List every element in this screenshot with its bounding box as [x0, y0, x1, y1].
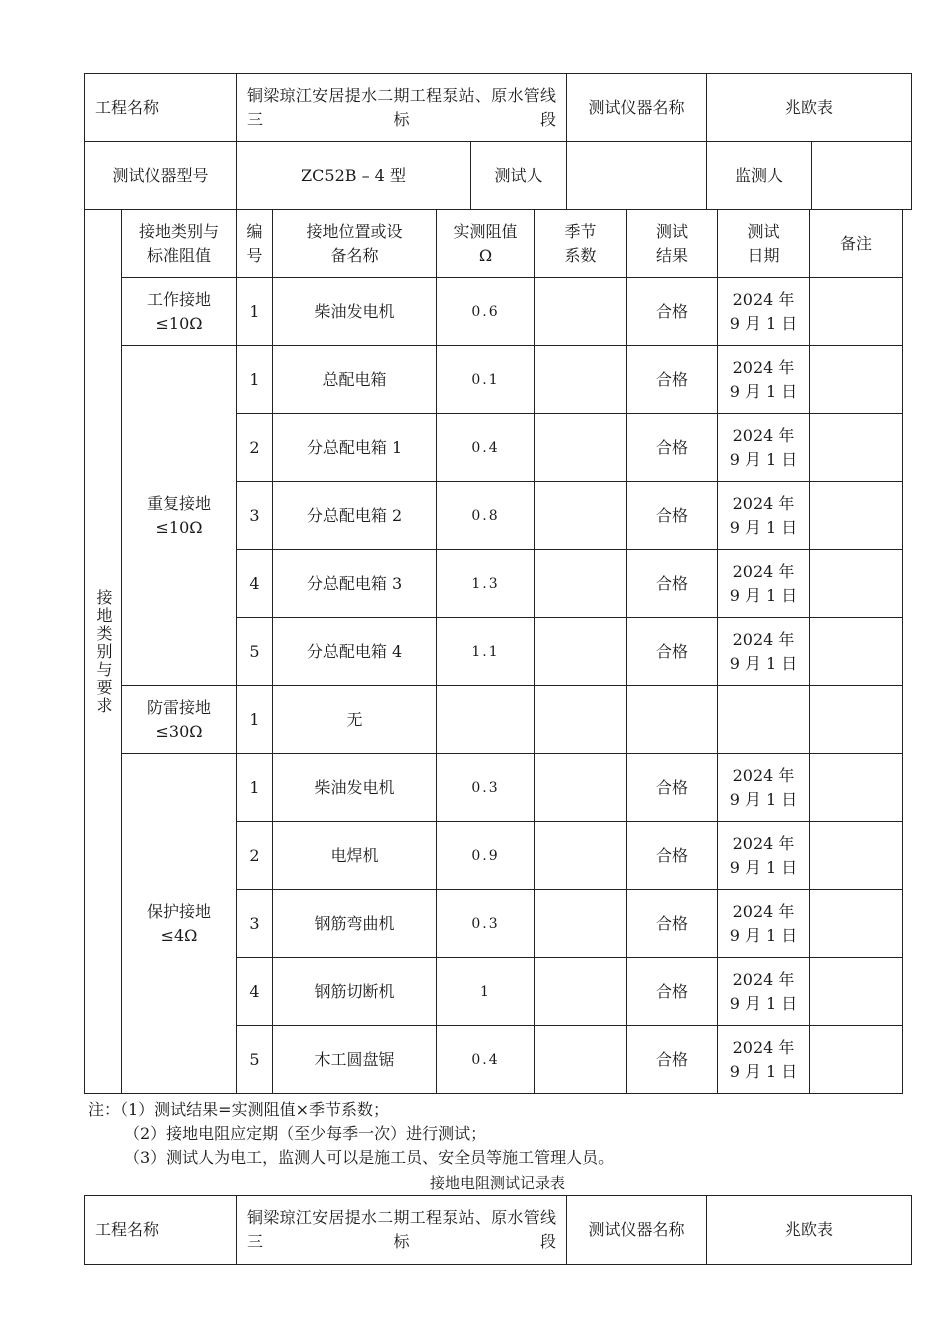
- result-cell: 合格: [627, 482, 718, 550]
- instrument-name: 兆欧表: [707, 74, 912, 142]
- resistance-cell: 1: [437, 958, 535, 1026]
- resistance-cell: 0.9: [437, 822, 535, 890]
- col-category: 接地类别与标准阻值: [122, 210, 237, 278]
- next-header-table: [84, 1195, 912, 1265]
- date-cell: 2024 年 9 月 1 日: [718, 414, 810, 482]
- resistance-cell: 0.4: [437, 1026, 535, 1094]
- next-project-name: 铜梁琼江安居提水二期工程泵站、原水管线三标段: [237, 1196, 567, 1265]
- column-header-row: [85, 210, 903, 278]
- location-cell: 柴油发电机: [273, 278, 437, 346]
- col-remark: 备注: [810, 210, 903, 278]
- col-season: 季节系数: [535, 210, 627, 278]
- table-row: [85, 346, 903, 414]
- no-cell: 1: [237, 346, 273, 414]
- result-cell: 合格: [627, 550, 718, 618]
- date-cell: 2024 年 9 月 1 日: [718, 482, 810, 550]
- remark-cell: [810, 550, 903, 618]
- project-name: 铜梁琼江安居提水二期工程泵站、原水管线三标段: [237, 74, 567, 142]
- note-2: （2）接地电阻应定期（至少每季一次）进行测试；: [124, 1124, 487, 1143]
- no-cell: 2: [237, 822, 273, 890]
- result-cell: 合格: [627, 346, 718, 414]
- season-cell: [535, 822, 627, 890]
- date-cell: 2024 年 9 月 1 日: [718, 754, 810, 822]
- location-cell: 分总配电箱 1: [273, 414, 437, 482]
- location-cell: 钢筋切断机: [273, 958, 437, 1026]
- season-cell: [535, 346, 627, 414]
- result-cell: [627, 686, 718, 754]
- remark-cell: [810, 822, 903, 890]
- category-cell: 防雷接地 ≤30Ω: [122, 686, 237, 754]
- date-cell: [718, 686, 810, 754]
- col-result: 测试结果: [627, 210, 718, 278]
- category-cell: 保护接地 ≤4Ω: [122, 754, 237, 1094]
- remark-cell: [810, 890, 903, 958]
- date-cell: 2024 年 9 月 1 日: [718, 958, 810, 1026]
- location-cell: 钢筋弯曲机: [273, 890, 437, 958]
- season-cell: [535, 958, 627, 1026]
- resistance-cell: 1.3: [437, 550, 535, 618]
- location-cell: 分总配电箱 3: [273, 550, 437, 618]
- next-table-title: 接地电阻测试记录表: [429, 1174, 565, 1192]
- result-cell: 合格: [627, 414, 718, 482]
- project-label: 工程名称: [85, 74, 237, 142]
- note-3: （3）测试人为电工，监测人可以是施工员、安全员等施工管理人员。: [124, 1148, 615, 1167]
- location-cell: 柴油发电机: [273, 754, 437, 822]
- resistance-cell: 1.1: [437, 618, 535, 686]
- col-location: 接地位置或设备名称: [273, 210, 437, 278]
- resistance-cell: [437, 686, 535, 754]
- date-cell: 2024 年 9 月 1 日: [718, 1026, 810, 1094]
- remark-cell: [810, 686, 903, 754]
- season-cell: [535, 618, 627, 686]
- date-cell: 2024 年 9 月 1 日: [718, 618, 810, 686]
- resistance-cell: 0.8: [437, 482, 535, 550]
- side-label: 接地类别与要求: [85, 210, 122, 1094]
- col-date: 测试日期: [718, 210, 810, 278]
- season-cell: [535, 1026, 627, 1094]
- season-cell: [535, 278, 627, 346]
- next-instrument-name-label: 测试仪器名称: [567, 1196, 707, 1265]
- note-1: 注：（1）测试结果=实测阻值×季节系数；: [88, 1100, 389, 1119]
- result-cell: 合格: [627, 1026, 718, 1094]
- no-cell: 5: [237, 618, 273, 686]
- record-table: [84, 209, 903, 1094]
- location-cell: 无: [273, 686, 437, 754]
- season-cell: [535, 414, 627, 482]
- header-table: [84, 73, 912, 210]
- date-cell: 2024 年 9 月 1 日: [718, 278, 810, 346]
- tester-value: [567, 142, 707, 210]
- date-cell: 2024 年 9 月 1 日: [718, 822, 810, 890]
- record-body: [85, 210, 903, 1094]
- result-cell: 合格: [627, 754, 718, 822]
- instrument-model-label: 测试仪器型号: [85, 142, 237, 210]
- remark-cell: [810, 1026, 903, 1094]
- no-cell: 4: [237, 958, 273, 1026]
- no-cell: 5: [237, 1026, 273, 1094]
- no-cell: 1: [237, 686, 273, 754]
- remark-cell: [810, 278, 903, 346]
- remark-cell: [810, 958, 903, 1026]
- no-cell: 2: [237, 414, 273, 482]
- no-cell: 1: [237, 754, 273, 822]
- location-cell: 分总配电箱 2: [273, 482, 437, 550]
- table-row: [85, 754, 903, 822]
- date-cell: 2024 年 9 月 1 日: [718, 890, 810, 958]
- resistance-cell: 0.6: [437, 278, 535, 346]
- date-cell: 2024 年 9 月 1 日: [718, 550, 810, 618]
- resistance-cell: 0.4: [437, 414, 535, 482]
- season-cell: [535, 482, 627, 550]
- result-cell: 合格: [627, 618, 718, 686]
- location-cell: 总配电箱: [273, 346, 437, 414]
- remark-cell: [810, 754, 903, 822]
- remark-cell: [810, 618, 903, 686]
- next-instrument-name: 兆欧表: [707, 1196, 912, 1265]
- category-cell: 重复接地 ≤10Ω: [122, 346, 237, 686]
- instrument-model: ZC52B – 4 型: [237, 142, 471, 210]
- no-cell: 1: [237, 278, 273, 346]
- table-row: [85, 686, 903, 754]
- tester-label: 测试人: [471, 142, 567, 210]
- result-cell: 合格: [627, 890, 718, 958]
- col-resistance: 实测阻值Ω: [437, 210, 535, 278]
- location-cell: 分总配电箱 4: [273, 618, 437, 686]
- resistance-cell: 0.1: [437, 346, 535, 414]
- category-cell: 工作接地 ≤10Ω: [122, 278, 237, 346]
- season-cell: [535, 550, 627, 618]
- remark-cell: [810, 482, 903, 550]
- monitor-value: [812, 142, 912, 210]
- date-cell: 2024 年 9 月 1 日: [718, 346, 810, 414]
- instrument-name-label: 测试仪器名称: [567, 74, 707, 142]
- season-cell: [535, 686, 627, 754]
- season-cell: [535, 754, 627, 822]
- result-cell: 合格: [627, 822, 718, 890]
- season-cell: [535, 890, 627, 958]
- result-cell: 合格: [627, 278, 718, 346]
- resistance-cell: 0.3: [437, 754, 535, 822]
- monitor-label: 监测人: [707, 142, 812, 210]
- result-cell: 合格: [627, 958, 718, 1026]
- table-row: [85, 278, 903, 346]
- notes: [88, 1098, 908, 1170]
- resistance-cell: 0.3: [437, 890, 535, 958]
- col-no: 编号: [237, 210, 273, 278]
- no-cell: 3: [237, 890, 273, 958]
- next-project-label: 工程名称: [85, 1196, 237, 1265]
- remark-cell: [810, 414, 903, 482]
- location-cell: 木工圆盘锯: [273, 1026, 437, 1094]
- no-cell: 3: [237, 482, 273, 550]
- location-cell: 电焊机: [273, 822, 437, 890]
- no-cell: 4: [237, 550, 273, 618]
- remark-cell: [810, 346, 903, 414]
